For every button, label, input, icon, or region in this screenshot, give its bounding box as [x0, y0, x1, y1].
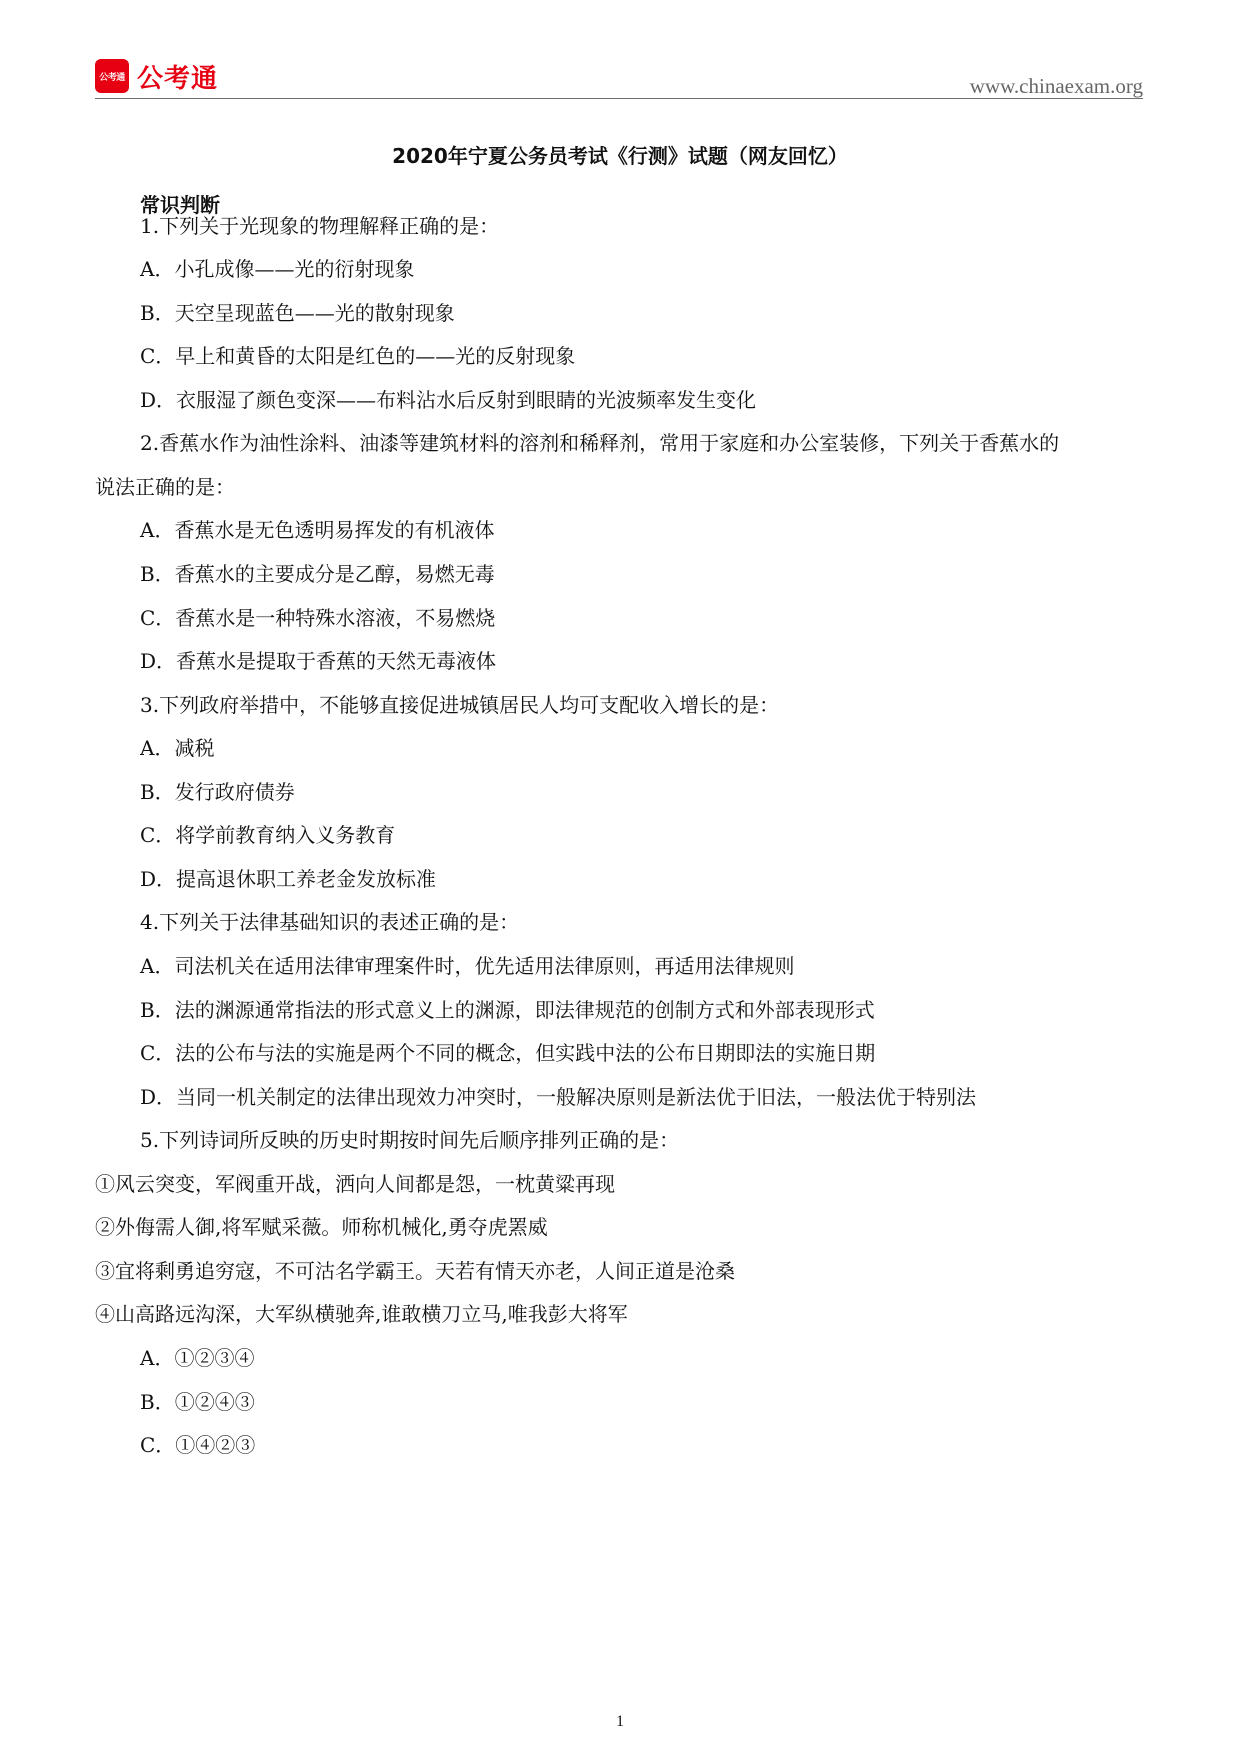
question-4: 4.下列关于法律基础知识的表述正确的是： [140, 910, 520, 934]
logo-badge-icon: 公考通 [95, 59, 129, 93]
document-title: 2020年宁夏公务员考试《行测》试题（网友回忆） [392, 144, 848, 168]
option-line: A．司法机关在适用法律审理案件时，优先适用法律原则，再适用法律规则 [140, 954, 795, 978]
logo [95, 58, 218, 94]
option-line: A．小孔成像——光的衍射现象 [140, 257, 415, 281]
option-line: D．衣服湿了颜色变深——布料沾水后反射到眼睛的光波频率发生变化 [140, 388, 757, 412]
option-line: C．早上和黄昏的太阳是红色的——光的反射现象 [140, 344, 576, 368]
question-2: 2.香蕉水作为油性涂料、油漆等建筑材料的溶剂和稀释剂，常用于家庭和办公室装修，下列关于香蕉水的 [140, 431, 1060, 455]
poem-line: ②外侮需人御,将军赋采薇。师称机械化,勇夺虎罴威 [95, 1215, 548, 1239]
question-5: 5.下列诗词所反映的历史时期按时间先后顺序排列正确的是： [140, 1128, 680, 1152]
option-line: C．香蕉水是一种特殊水溶液，不易燃烧 [140, 606, 496, 630]
site-url: www.chinaexam.org [969, 74, 1143, 98]
question-3: 3.下列政府举措中，不能够直接促进城镇居民人均可支配收入增长的是： [140, 693, 780, 717]
poem-line: ④山高路远沟深，大军纵横驰奔,谁敢横刀立马,唯我彭大将军 [95, 1302, 628, 1326]
option-line: D．香蕉水是提取于香蕉的天然无毒液体 [140, 649, 497, 673]
option-line: B．发行政府债券 [140, 780, 295, 804]
option-line: C．①④②③ [140, 1433, 256, 1457]
option-line: D．提高退休职工养老金发放标准 [140, 867, 437, 891]
option-line: B．①②④③ [140, 1390, 255, 1414]
option-line: B．法的渊源通常指法的形式意义上的渊源，即法律规范的创制方式和外部表现形式 [140, 998, 875, 1022]
logo-text: 公考通 [137, 63, 219, 94]
option-line: C．将学前教育纳入义务教育 [140, 823, 396, 847]
option-line: A．①②③④ [140, 1346, 255, 1370]
page-number: 1 [616, 1713, 624, 1730]
question-1: 1.下列关于光现象的物理解释正确的是： [140, 214, 500, 238]
option-line: B．天空呈现蓝色——光的散射现象 [140, 301, 455, 325]
question-continuation: 说法正确的是： [95, 475, 235, 499]
option-line: D．当同一机关制定的法律出现效力冲突时，一般解决原则是新法优于旧法，一般法优于特别法 [140, 1085, 977, 1109]
option-line: A．减税 [140, 736, 215, 760]
page-header [95, 52, 1143, 99]
poem-line: ③宜将剩勇追穷寇，不可沽名学霸王。天若有情天亦老，人间正道是沧桑 [95, 1259, 735, 1283]
poem-line: ①风云突变，军阀重开战，洒向人间都是怨，一枕黄粱再现 [95, 1172, 615, 1196]
option-line: A．香蕉水是无色透明易挥发的有机液体 [140, 518, 495, 542]
option-line: C．法的公布与法的实施是两个不同的概念，但实践中法的公布日期即法的实施日期 [140, 1041, 876, 1065]
section-title: 常识判断 [140, 193, 220, 217]
option-line: B．香蕉水的主要成分是乙醇，易燃无毒 [140, 562, 495, 586]
